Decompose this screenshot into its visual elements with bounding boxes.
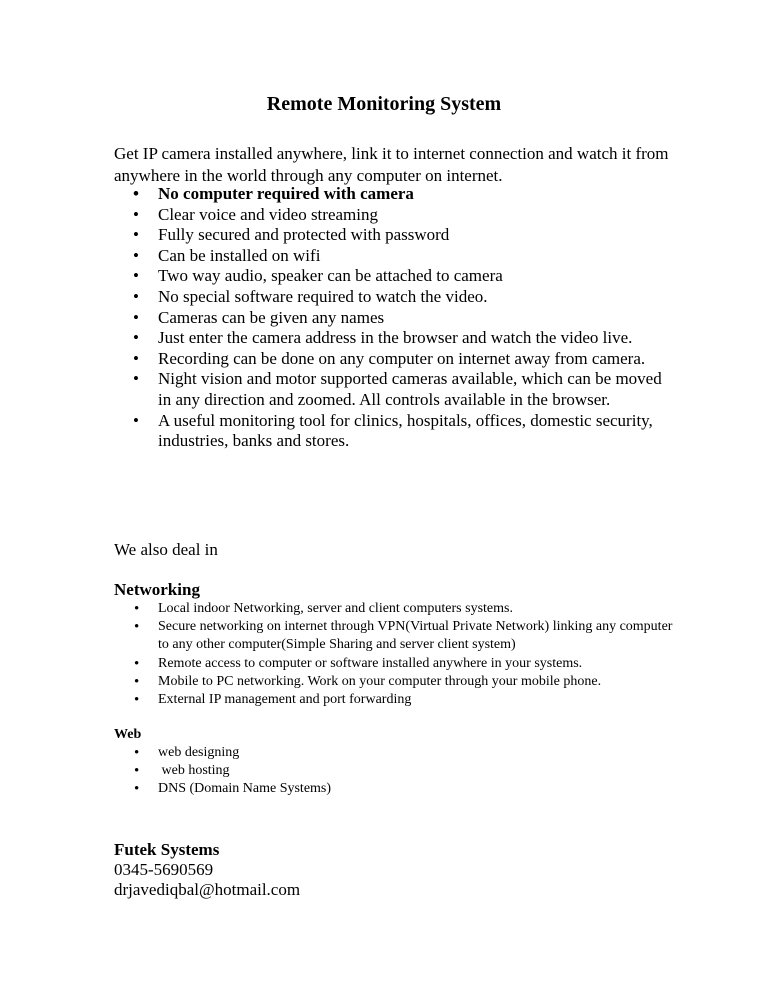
web-list (114, 744, 674, 799)
page-title: Remote Monitoring System (266, 93, 502, 115)
list-item: • Secure networking on internet through VPN(Virtual Private Network) linking any computer to any other computer(Simple Sharing and server client system) (114, 618, 674, 654)
feature-list (114, 184, 674, 452)
list-item: • Can be installed on wifi (114, 246, 674, 267)
contact-phone: 0345-5690569 (114, 860, 214, 879)
list-item: • Two way audio, speaker can be attached to camera (114, 266, 674, 287)
contact-email: drjavediqbal@hotmail.com (114, 880, 301, 899)
list-item: • Recording can be done on any computer on internet away from camera. (114, 349, 674, 370)
list-item: • Fully secured and protected with password (114, 225, 674, 246)
list-item: • Local indoor Networking, server and client computers systems. (114, 600, 674, 618)
list-item: • web designing (114, 744, 674, 762)
networking-list (114, 600, 674, 709)
list-item: • Mobile to PC networking. Work on your computer through your mobile phone. (114, 673, 674, 691)
list-item: • No special software required to watch the video. (114, 287, 674, 308)
list-item: • Clear voice and video streaming (114, 205, 674, 226)
list-item: • Cameras can be given any names (114, 308, 674, 329)
list-item: • Remote access to computer or software installed anywhere in your systems. (114, 655, 674, 673)
list-item: • No computer required with camera (114, 184, 674, 205)
intro-paragraph: Get IP camera installed anywhere, link it to internet connection and watch it from anywhere in the world through any computer on internet. (114, 144, 669, 185)
also-deal-text: We also deal in (114, 540, 218, 559)
list-item: • DNS (Domain Name Systems) (114, 780, 674, 798)
networking-heading: Networking (114, 580, 200, 599)
list-item: • External IP management and port forwarding (114, 691, 674, 709)
list-item: • Night vision and motor supported cameras available, which can be moved in any direction and zoomed. All controls available in the browser. (114, 369, 674, 410)
web-heading: Web (114, 727, 142, 742)
list-item: • web hosting (114, 762, 674, 780)
company-name: Futek Systems (114, 840, 220, 859)
list-item: • A useful monitoring tool for clinics, hospitals, offices, domestic security, industries, banks and stores. (114, 411, 674, 452)
list-item: • Just enter the camera address in the browser and watch the video live. (114, 328, 674, 349)
